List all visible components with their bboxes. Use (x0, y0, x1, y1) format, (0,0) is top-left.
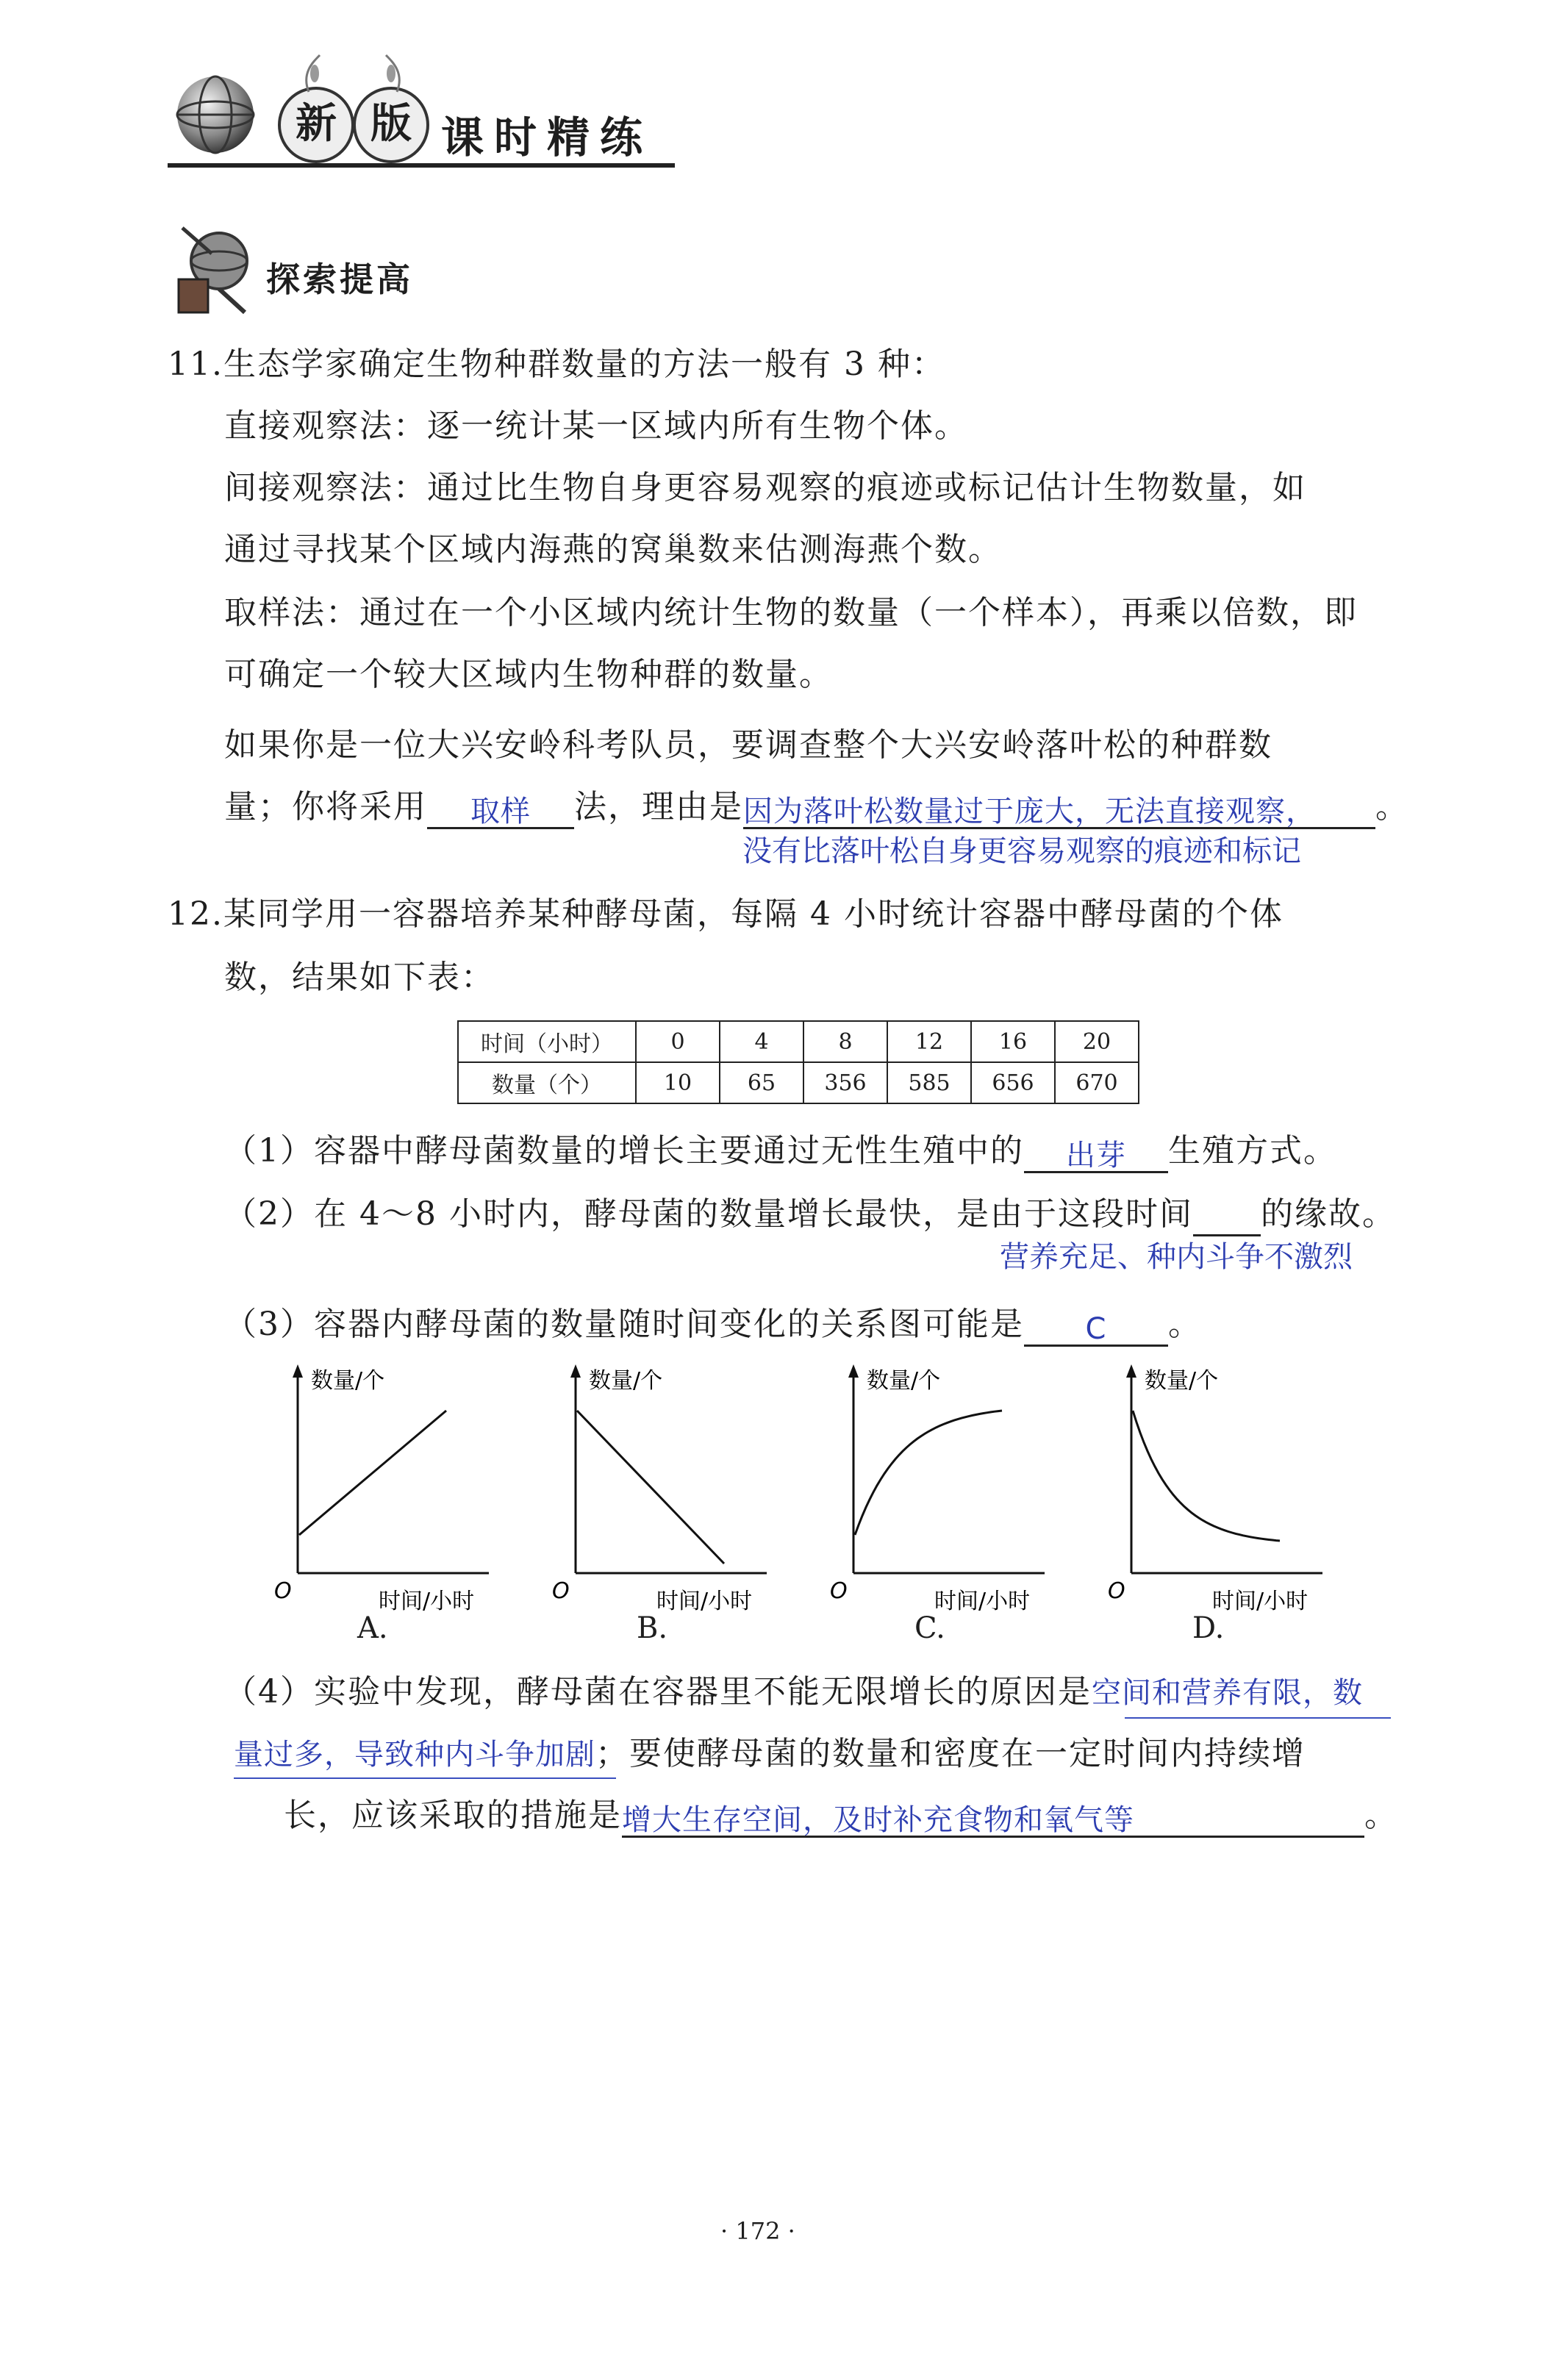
globe-icon (168, 65, 263, 160)
header-rule (168, 163, 675, 168)
table-cell: 8 (803, 1021, 887, 1062)
table-header-count: 数量（个） (458, 1062, 636, 1103)
table-header-time: 时间（小时） (458, 1021, 636, 1062)
q12-part-1-text: （1）容器中酵母菌数量的增长主要通过无性生殖中的 (224, 1132, 1024, 1170)
chart-d-xlabel: 时间/小时 (1212, 1589, 1309, 1614)
table-cell: 65 (720, 1062, 803, 1103)
option-c-label: C. (914, 1611, 945, 1645)
q12-part-2-text: （2）在 4～8 小时内，酵母菌的数量增长最快，是由于这段时间 (224, 1195, 1193, 1233)
table-row-time (458, 1021, 1139, 1062)
q11-line-8-mid: 法，理由是 (574, 788, 743, 826)
q11-line-7: 如果你是一位大兴安岭科考队员，要调查整个大兴安岭落叶松的种群数 (224, 726, 1272, 764)
header-badge-ban: 版 (353, 87, 429, 163)
chart-a-series-line (299, 1411, 446, 1535)
q11-method-answer: 取样 (470, 795, 531, 828)
q12-part-1-blank[interactable] (1024, 1133, 1168, 1173)
q12-part-4-prefix: 长，应该采取的措施是 (284, 1797, 622, 1834)
table-cell: 656 (971, 1062, 1055, 1103)
q11-reason-answer-2: 没有比落叶松自身更容易观察的痕迹和标记 (742, 834, 1301, 868)
table-cell: 356 (803, 1062, 887, 1103)
q12-part-1-suffix: 生殖方式。 (1168, 1132, 1337, 1170)
q12-part-3-suffix: 。 (1168, 1306, 1202, 1343)
q12-part-4-blank[interactable] (622, 1797, 1364, 1838)
q12-part-3-text: （3）容器内酵母菌的数量随时间变化的关系图可能是 (224, 1306, 1024, 1343)
q12-part-1-answer: 出芽 (1066, 1139, 1126, 1172)
chart-d-origin: O (1108, 1578, 1125, 1604)
q12-part-2 (224, 1192, 1396, 1236)
q12-part-4-answer-2: 量过多，导致种内斗争加剧 (234, 1738, 595, 1772)
option-b-label: B. (637, 1611, 668, 1645)
q12-part-3-blank[interactable] (1024, 1306, 1168, 1347)
table-cell: 0 (636, 1021, 720, 1062)
q11-line-5: 取样法：通过在一个小区域内统计生物的数量（一个样本），再乘以倍数，即 (224, 594, 1358, 631)
q11-reason-answer-1: 因为落叶松数量过于庞大，无法直接观察， (743, 795, 1316, 828)
q11-line-8 (224, 785, 1409, 829)
chart-c-ylabel: 数量/个 (867, 1368, 941, 1394)
table-cell: 585 (887, 1062, 971, 1103)
q11-line-8-prefix: 量；你将采用 (224, 788, 427, 826)
q12-part-3-answer: C (1085, 1312, 1107, 1346)
chart-c-origin: O (830, 1578, 848, 1604)
q12-part-2-blank[interactable] (1193, 1196, 1261, 1236)
q12-part-2-answer: 营养充足、种内斗争不激烈 (1000, 1240, 1353, 1274)
q11-line-8-end: 。 (1375, 788, 1409, 826)
table-cell: 10 (636, 1062, 720, 1103)
section-title: 探索提高 (266, 259, 413, 299)
q12-part-4-mid: ；要使酵母菌的数量和密度在一定时间内持续增 (595, 1735, 1306, 1772)
chart-b-series-line (577, 1411, 724, 1564)
table-cell: 12 (887, 1021, 971, 1062)
q11-reason-blank[interactable] (743, 789, 1375, 829)
page-number: · 172 · (720, 2217, 795, 2245)
chart-d-y-arrow-icon (1126, 1364, 1136, 1378)
option-charts (265, 1353, 1353, 1661)
q11-method-blank[interactable] (427, 789, 574, 829)
q11-line-2: 直接观察法：逐一统计某一区域内所有生物个体。 (224, 407, 968, 445)
chart-d-series-line (1133, 1411, 1280, 1541)
table-row-count (458, 1062, 1139, 1103)
q12-part-4-line-3 (284, 1794, 1398, 1838)
q12-line-1: 12.某同学用一容器培养某种酵母菌，每隔 4 小时统计容器中酵母菌的个体 (168, 895, 1284, 933)
q12-part-4-end: 。 (1364, 1797, 1398, 1834)
chart-b-origin: O (552, 1578, 570, 1604)
chart-b-xlabel: 时间/小时 (656, 1589, 753, 1614)
header-title: 课时精练 (441, 112, 654, 162)
table-cell: 670 (1055, 1062, 1139, 1103)
q12-part-1 (224, 1129, 1337, 1173)
q12-part-4-answer-3: 增大生存空间，及时补充食物和氧气等 (622, 1803, 1134, 1837)
chart-c-series-line (855, 1411, 1002, 1535)
q12-part-3 (224, 1303, 1202, 1347)
q12-part-4-answer-line-2 (234, 1777, 616, 1779)
table-cell: 4 (720, 1021, 803, 1062)
q12-part-4-line-1 (224, 1670, 1363, 1715)
chart-b-ylabel: 数量/个 (589, 1368, 663, 1394)
q12-part-2-suffix: 的缘故。 (1260, 1195, 1396, 1233)
q11-line-3: 间接观察法：通过比生物自身更容易观察的痕迹或标记估计生物数量，如 (224, 469, 1306, 506)
table-cell: 20 (1055, 1021, 1139, 1062)
q11-line-1: 11.生态学家确定生物种群数量的方法一般有 3 种： (168, 345, 945, 383)
q12-part-4-text: （4）实验中发现，酵母菌在容器里不能无限增长的原因是 (224, 1673, 1092, 1711)
chart-c-y-arrow-icon (848, 1364, 859, 1378)
table-cell: 16 (971, 1021, 1055, 1062)
chart-a-y-arrow-icon (293, 1364, 303, 1378)
chart-b-y-arrow-icon (570, 1364, 581, 1378)
option-d-label: D. (1192, 1611, 1225, 1645)
header-badge-xin: 新 (278, 87, 354, 163)
chart-c-xlabel: 时间/小时 (934, 1589, 1031, 1614)
chart-d-ylabel: 数量/个 (1145, 1368, 1219, 1394)
leaf-ornament-icon (279, 51, 426, 96)
q12-part-4-line-2 (234, 1732, 1306, 1777)
yeast-data-table (457, 1020, 1139, 1104)
chart-a-xlabel: 时间/小时 (379, 1589, 475, 1614)
q12-line-2: 数，结果如下表： (224, 959, 495, 996)
q11-line-4: 通过寻找某个区域内海燕的窝巢数来估测海燕个数。 (224, 531, 1002, 568)
q12-part-4-answer-1: 空间和营养有限，数 (1092, 1676, 1363, 1710)
q11-line-6: 可确定一个较大区域内生物种群的数量。 (224, 656, 833, 693)
chart-a-origin: O (274, 1578, 292, 1604)
chart-a-ylabel: 数量/个 (311, 1368, 385, 1394)
option-a-label: A. (357, 1611, 388, 1645)
q12-part-4-answer-line-1 (1125, 1717, 1391, 1719)
search-globe-icon (168, 221, 256, 316)
